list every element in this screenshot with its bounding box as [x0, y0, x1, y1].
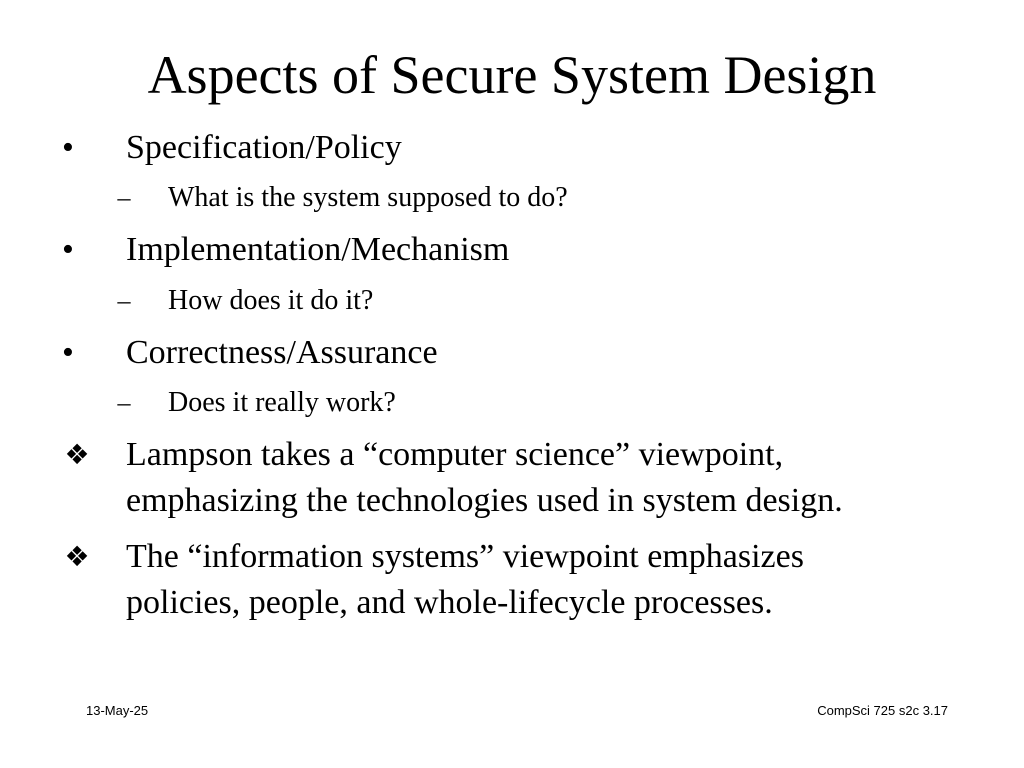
footer-date: 13-May-25 [86, 703, 149, 718]
diamond-text-line-1: Lampson takes a “computer science” viewpoint, [126, 436, 784, 473]
diamond-bullet-icon: ❖ [64, 540, 90, 573]
diamond-text-line-2: emphasizing the technologies used in system design. [126, 482, 843, 519]
bullet-dot-icon: • [62, 231, 74, 268]
bullet-dot-icon: • [62, 334, 74, 371]
dash-icon: – [117, 183, 131, 212]
bullet-text: Correctness/Assurance [126, 334, 438, 371]
sub-item-text: Does it really work? [168, 387, 396, 418]
bullet-text: Specification/Policy [126, 129, 402, 166]
dash-icon: – [117, 286, 131, 315]
diamond-bullet-icon: ❖ [64, 438, 90, 471]
dash-icon: – [117, 388, 131, 417]
slide-title: Aspects of Secure System Design [147, 45, 877, 105]
sub-item-text: How does it do it? [168, 285, 374, 316]
sub-item-text: What is the system supposed to do? [168, 182, 568, 213]
diamond-text-line-1: The “information systems” viewpoint emphasizes [126, 538, 804, 575]
bullet-dot-icon: • [62, 129, 74, 166]
footer-slide-reference: CompSci 725 s2c 3.17 [817, 703, 948, 718]
diamond-text-line-2: policies, people, and whole-lifecycle processes. [126, 584, 773, 621]
bullet-text: Implementation/Mechanism [126, 231, 510, 268]
